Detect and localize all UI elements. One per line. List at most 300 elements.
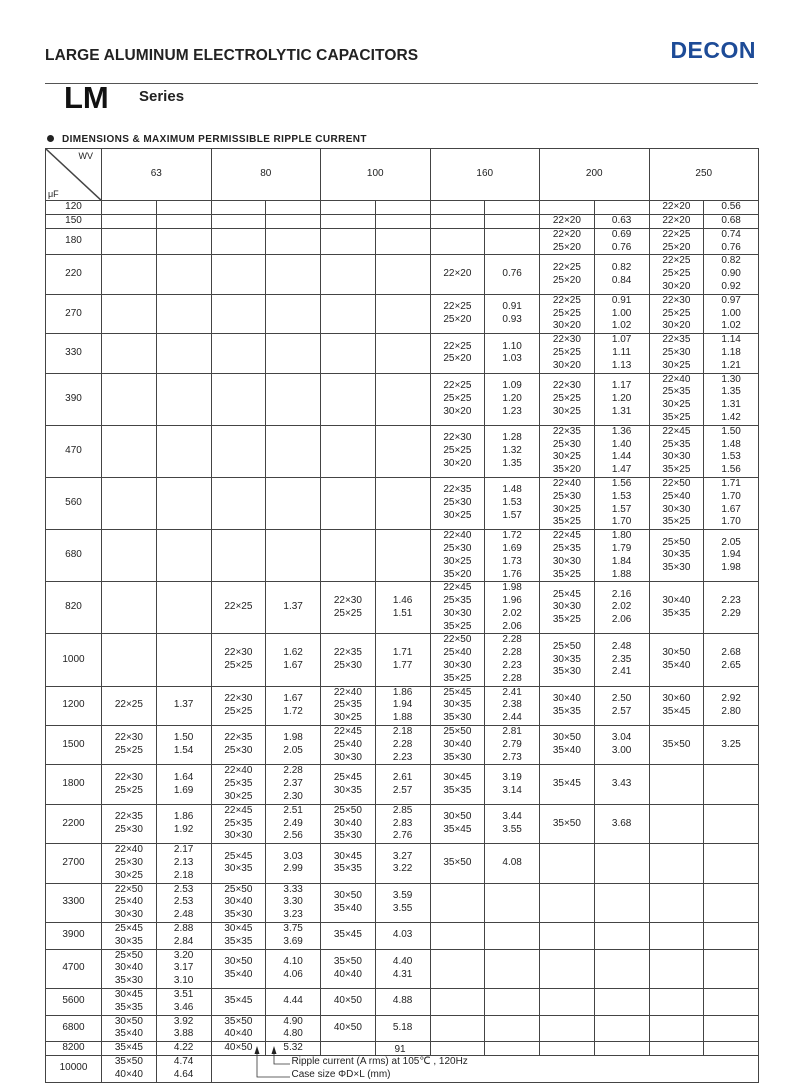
page-number: 91 <box>394 1044 406 1055</box>
ripple-current-cell: 1.67 1.72 <box>266 686 321 725</box>
capacitance-cell: 4700 <box>46 949 102 988</box>
case-size-cell: 35×50 <box>540 804 595 843</box>
case-size-cell <box>102 255 157 294</box>
case-size-cell: 22×45 25×35 30×30 35×25 <box>649 425 704 477</box>
voltage-header: 250 <box>649 149 759 201</box>
case-size-cell: 30×45 35×35 <box>321 844 376 883</box>
capacitance-cell: 1200 <box>46 686 102 725</box>
case-size-cell <box>102 477 157 529</box>
case-size-cell: 22×30 25×25 <box>211 634 266 686</box>
case-size-cell: 22×25 25×20 <box>430 294 485 333</box>
table-row <box>46 201 759 215</box>
legend-cell <box>211 1055 759 1082</box>
ripple-current-cell <box>375 294 430 333</box>
ripple-current-cell <box>156 477 211 529</box>
table-header-row <box>46 149 759 201</box>
ripple-current-cell: 1.48 1.53 1.57 <box>485 477 540 529</box>
ripple-current-cell: 0.97 1.00 1.02 <box>704 294 759 333</box>
case-size-cell: 22×30 25×25 <box>102 726 157 765</box>
ripple-current-cell: 4.03 <box>375 923 430 950</box>
table-row <box>46 686 759 725</box>
case-size-cell: 35×50 <box>649 726 704 765</box>
header-divider <box>45 83 758 84</box>
capacitance-cell: 6800 <box>46 1015 102 1042</box>
capacitance-cell: 1800 <box>46 765 102 804</box>
ripple-current-cell: 2.92 2.80 <box>704 686 759 725</box>
table-row <box>46 844 759 883</box>
ripple-current-cell: 1.80 1.79 1.84 1.88 <box>594 530 649 582</box>
case-size-cell: 25×50 30×40 35×30 <box>321 804 376 843</box>
ripple-current-cell <box>266 477 321 529</box>
ripple-current-cell: 2.81 2.79 2.73 <box>485 726 540 765</box>
case-size-cell: 22×45 25×35 30×30 35×25 <box>540 530 595 582</box>
table-row <box>46 334 759 373</box>
ripple-current-cell: 0.69 0.76 <box>594 228 649 255</box>
ripple-current-cell: 1.86 1.92 <box>156 804 211 843</box>
case-size-cell: 35×45 <box>540 765 595 804</box>
table-row <box>46 949 759 988</box>
ripple-current-cell <box>156 214 211 228</box>
ripple-current-cell: 1.07 1.11 1.13 <box>594 334 649 373</box>
case-size-cell <box>649 844 704 883</box>
ripple-current-cell <box>375 334 430 373</box>
case-size-cell <box>321 477 376 529</box>
capacitance-cell: 1000 <box>46 634 102 686</box>
case-size-cell <box>649 949 704 988</box>
ripple-current-cell <box>485 989 540 1016</box>
case-size-cell <box>321 214 376 228</box>
capacitance-cell: 120 <box>46 201 102 215</box>
ripple-current-cell: 2.16 2.02 2.06 <box>594 582 649 634</box>
ripple-current-cell <box>594 201 649 215</box>
table-row <box>46 765 759 804</box>
ripple-current-cell: 1.09 1.20 1.23 <box>485 373 540 425</box>
case-size-cell: 22×20 <box>430 255 485 294</box>
ripple-current-cell: 1.50 1.54 <box>156 726 211 765</box>
capacitance-cell: 220 <box>46 255 102 294</box>
capacitance-cell: 180 <box>46 228 102 255</box>
table-row <box>46 214 759 228</box>
ripple-current-cell: 1.36 1.40 1.44 1.47 <box>594 425 649 477</box>
ripple-current-cell: 4.08 <box>485 844 540 883</box>
case-size-cell <box>102 582 157 634</box>
case-size-cell: 25×50 30×40 35×30 <box>430 726 485 765</box>
case-size-cell: 22×20 25×20 <box>540 228 595 255</box>
ripple-current-cell: 0.63 <box>594 214 649 228</box>
case-size-cell: 22×35 25×30 <box>321 634 376 686</box>
ripple-current-cell: 2.48 2.35 2.41 <box>594 634 649 686</box>
case-size-cell <box>102 214 157 228</box>
ripple-current-cell: 1.37 <box>156 686 211 725</box>
ripple-current-cell: 3.92 3.88 <box>156 1015 211 1042</box>
case-size-cell <box>211 214 266 228</box>
ripple-current-cell: 3.04 3.00 <box>594 726 649 765</box>
case-size-cell: 30×50 35×40 <box>540 726 595 765</box>
ripple-current-cell <box>594 1015 649 1042</box>
ripple-current-cell: 2.05 1.94 1.98 <box>704 530 759 582</box>
ripple-current-cell: 0.56 <box>704 201 759 215</box>
ripple-current-cell: 1.17 1.20 1.31 <box>594 373 649 425</box>
case-size-cell: 30×45 35×35 <box>102 989 157 1016</box>
ripple-current-cell <box>485 214 540 228</box>
ripple-current-cell: 3.19 3.14 <box>485 765 540 804</box>
ripple-current-cell: 1.10 1.03 <box>485 334 540 373</box>
case-size-cell <box>430 949 485 988</box>
case-size-cell <box>102 530 157 582</box>
ripple-current-cell: 3.75 3.69 <box>266 923 321 950</box>
case-size-cell: 22×30 25×25 <box>211 686 266 725</box>
ripple-current-cell: 1.72 1.69 1.73 1.76 <box>485 530 540 582</box>
capacitance-cell: 1500 <box>46 726 102 765</box>
ripple-current-cell <box>704 949 759 988</box>
case-size-cell: 30×40 35×35 <box>649 582 704 634</box>
case-size-cell: 40×50 <box>321 1015 376 1042</box>
case-size-cell <box>649 883 704 922</box>
case-size-cell: 22×40 25×35 30×25 <box>321 686 376 725</box>
case-size-cell: 22×30 25×25 30×20 <box>540 334 595 373</box>
ripple-current-cell: 1.14 1.18 1.21 <box>704 334 759 373</box>
series-code: LM <box>64 80 109 115</box>
case-size-cell <box>430 923 485 950</box>
case-size-cell: 22×40 25×35 30×25 35×25 <box>649 373 704 425</box>
ripple-current-cell <box>156 634 211 686</box>
case-size-cell <box>211 477 266 529</box>
capacitance-cell: 560 <box>46 477 102 529</box>
ripple-current-cell: 2.17 2.13 2.18 <box>156 844 211 883</box>
case-size-cell <box>321 334 376 373</box>
ripple-current-cell <box>156 228 211 255</box>
case-size-cell <box>649 804 704 843</box>
case-size-cell <box>102 425 157 477</box>
case-size-cell <box>102 373 157 425</box>
case-size-cell <box>430 228 485 255</box>
voltage-header: 100 <box>321 149 431 201</box>
capacitance-cell: 330 <box>46 334 102 373</box>
ripple-current-cell: 0.68 <box>704 214 759 228</box>
case-size-cell <box>321 373 376 425</box>
case-size-cell <box>211 201 266 215</box>
case-size-cell: 22×45 25×40 30×30 <box>321 726 376 765</box>
ripple-current-cell <box>266 425 321 477</box>
table-row <box>46 883 759 922</box>
ripple-current-cell: 3.68 <box>594 804 649 843</box>
ripple-current-cell <box>594 923 649 950</box>
ripple-current-cell <box>266 530 321 582</box>
ripple-current-cell: 1.37 <box>266 582 321 634</box>
case-size-cell <box>211 530 266 582</box>
case-size-cell: 22×50 25×40 30×30 <box>102 883 157 922</box>
case-size-cell: 30×60 35×45 <box>649 686 704 725</box>
table-row <box>46 294 759 333</box>
ripple-current-cell: 0.74 0.76 <box>704 228 759 255</box>
ripple-current-cell: 2.23 2.29 <box>704 582 759 634</box>
capacitance-cell: 10000 <box>46 1055 102 1082</box>
case-size-cell: 22×45 25×35 30×30 <box>211 804 266 843</box>
uf-label: μF <box>48 189 59 200</box>
corner-header <box>46 149 102 201</box>
ripple-current-cell: 0.91 0.93 <box>485 294 540 333</box>
case-size-cell: 22×30 25×25 <box>102 765 157 804</box>
capacitance-cell: 470 <box>46 425 102 477</box>
case-size-cell: 22×35 25×30 30×25 35×20 <box>540 425 595 477</box>
case-size-cell <box>649 923 704 950</box>
case-size-cell: 35×50 <box>430 844 485 883</box>
case-size-cell: 22×40 25×30 30×25 35×25 <box>540 477 595 529</box>
case-size-cell <box>211 294 266 333</box>
voltage-header: 160 <box>430 149 540 201</box>
case-size-cell <box>211 255 266 294</box>
capacitance-cell: 3300 <box>46 883 102 922</box>
case-size-cell: 35×45 <box>102 1042 157 1056</box>
ripple-current-cell <box>266 228 321 255</box>
ripple-legend: Ripple current (A rms) at 105℃ , 120Hz <box>291 1055 468 1067</box>
ripple-current-cell: 2.85 2.83 2.76 <box>375 804 430 843</box>
capacitance-cell: 3900 <box>46 923 102 950</box>
ripple-current-cell <box>704 923 759 950</box>
capacitance-cell: 390 <box>46 373 102 425</box>
ripple-current-cell: 3.25 <box>704 726 759 765</box>
case-size-cell: 35×50 40×40 <box>211 1015 266 1042</box>
series-label: Series <box>139 88 185 105</box>
case-size-cell: 30×50 35×45 <box>430 804 485 843</box>
ripple-current-cell: 1.64 1.69 <box>156 765 211 804</box>
table-row <box>46 634 759 686</box>
case-size-cell: 22×25 25×25 30×20 <box>430 373 485 425</box>
case-size-cell: 35×45 <box>211 989 266 1016</box>
ripple-current-cell <box>156 255 211 294</box>
case-size-cell: 25×45 30×35 <box>211 844 266 883</box>
capacitance-cell: 2700 <box>46 844 102 883</box>
ripple-current-cell: 3.20 3.17 3.10 <box>156 949 211 988</box>
case-size-cell: 22×35 25×30 30×25 <box>649 334 704 373</box>
case-size-cell <box>321 201 376 215</box>
brand-logo: DECON <box>670 37 756 63</box>
capacitance-cell: 680 <box>46 530 102 582</box>
voltage-header: 200 <box>540 149 650 201</box>
ripple-current-cell <box>704 1015 759 1042</box>
capacitance-cell: 2200 <box>46 804 102 843</box>
case-size-cell <box>540 844 595 883</box>
case-size-cell: 30×50 35×40 <box>649 634 704 686</box>
case-size-cell <box>649 1015 704 1042</box>
case-size-cell: 25×45 30×35 35×30 <box>430 686 485 725</box>
case-size-cell: 22×35 25×30 30×25 <box>430 477 485 529</box>
ripple-current-cell: 1.86 1.94 1.88 <box>375 686 430 725</box>
case-size-legend: Case size ΦD×L (mm) <box>291 1068 391 1080</box>
capacitance-cell: 150 <box>46 214 102 228</box>
ripple-current-cell: 4.90 4.80 <box>266 1015 321 1042</box>
ripple-current-cell <box>704 883 759 922</box>
case-size-cell: 22×50 25×40 30×30 35×25 <box>649 477 704 529</box>
case-size-cell <box>540 989 595 1016</box>
case-size-cell: 22×25 25×20 <box>540 255 595 294</box>
table-row <box>46 477 759 529</box>
case-size-cell <box>430 214 485 228</box>
case-size-cell: 22×25 25×20 <box>430 334 485 373</box>
capacitance-cell: 5600 <box>46 989 102 1016</box>
ripple-current-cell <box>375 425 430 477</box>
ripple-current-cell: 0.82 0.90 0.92 <box>704 255 759 294</box>
ripple-current-cell: 1.71 1.77 <box>375 634 430 686</box>
ripple-current-cell <box>594 989 649 1016</box>
case-size-cell: 22×20 <box>649 214 704 228</box>
ripple-current-cell: 3.51 3.46 <box>156 989 211 1016</box>
case-size-cell: 35×45 <box>321 923 376 950</box>
ripple-current-cell: 1.28 1.32 1.35 <box>485 425 540 477</box>
case-size-cell <box>102 294 157 333</box>
case-size-cell <box>649 989 704 1016</box>
ripple-current-cell <box>266 201 321 215</box>
table-row <box>46 1055 759 1082</box>
section-heading <box>47 134 367 145</box>
ripple-current-cell: 2.51 2.49 2.56 <box>266 804 321 843</box>
case-size-cell: 22×35 25×30 <box>102 804 157 843</box>
case-size-cell <box>540 949 595 988</box>
case-size-cell: 22×45 25×35 30×30 35×25 <box>430 582 485 634</box>
ripple-current-cell <box>485 1015 540 1042</box>
voltage-header: 80 <box>211 149 321 201</box>
ripple-current-cell <box>594 844 649 883</box>
ripple-current-cell <box>266 373 321 425</box>
case-size-cell <box>430 989 485 1016</box>
case-size-cell: 40×50 <box>321 989 376 1016</box>
ripple-current-cell: 1.71 1.70 1.67 1.70 <box>704 477 759 529</box>
case-size-cell <box>102 228 157 255</box>
case-size-cell: 22×30 25×25 30×20 <box>649 294 704 333</box>
ripple-current-cell <box>485 201 540 215</box>
ripple-current-cell: 4.44 <box>266 989 321 1016</box>
table-row <box>46 1015 759 1042</box>
ripple-current-cell <box>485 923 540 950</box>
ripple-current-cell: 0.82 0.84 <box>594 255 649 294</box>
case-size-cell <box>321 255 376 294</box>
case-size-cell: 25×45 30×35 <box>102 923 157 950</box>
table-row <box>46 582 759 634</box>
ripple-current-cell <box>485 883 540 922</box>
ripple-current-cell <box>156 334 211 373</box>
ripple-current-cell: 2.88 2.84 <box>156 923 211 950</box>
ripple-current-cell <box>704 844 759 883</box>
capacitance-cell: 8200 <box>46 1042 102 1056</box>
ripple-current-cell <box>485 949 540 988</box>
ripple-current-cell <box>375 530 430 582</box>
case-size-cell: 22×30 25×25 30×25 <box>540 373 595 425</box>
case-size-cell <box>102 201 157 215</box>
ripple-current-cell: 0.91 1.00 1.02 <box>594 294 649 333</box>
table-row <box>46 228 759 255</box>
table-row <box>46 804 759 843</box>
ripple-current-cell: 3.59 3.55 <box>375 883 430 922</box>
case-size-cell: 22×25 25×25 30×20 <box>540 294 595 333</box>
case-size-cell <box>211 334 266 373</box>
ripple-current-cell <box>266 294 321 333</box>
case-size-cell <box>649 765 704 804</box>
ripple-current-cell: 4.22 <box>156 1042 211 1056</box>
case-size-cell: 25×45 30×35 <box>321 765 376 804</box>
ripple-current-cell: 2.50 2.57 <box>594 686 649 725</box>
case-size-cell: 25×50 30×40 35×30 <box>102 949 157 988</box>
ripple-current-cell: 2.28 2.37 2.30 <box>266 765 321 804</box>
ripple-current-cell: 4.88 <box>375 989 430 1016</box>
ripple-current-cell <box>704 765 759 804</box>
ripple-current-cell: 3.44 3.55 <box>485 804 540 843</box>
case-size-cell: 22×20 <box>649 201 704 215</box>
case-size-cell: 25×45 30×30 35×25 <box>540 582 595 634</box>
ripple-current-cell <box>156 530 211 582</box>
case-size-cell: 25×50 30×40 35×30 <box>211 883 266 922</box>
table-row <box>46 923 759 950</box>
case-size-cell: 22×40 25×30 30×25 <box>102 844 157 883</box>
case-size-cell: 22×35 25×30 <box>211 726 266 765</box>
case-size-cell: 22×30 25×25 <box>321 582 376 634</box>
ripple-current-cell <box>375 373 430 425</box>
ripple-current-cell: 3.03 2.99 <box>266 844 321 883</box>
ripple-current-cell <box>266 214 321 228</box>
ripple-current-cell <box>485 228 540 255</box>
table-row <box>46 425 759 477</box>
ripple-current-cell: 0.76 <box>485 255 540 294</box>
voltage-header: 63 <box>102 149 212 201</box>
ripple-current-cell <box>704 804 759 843</box>
case-size-cell: 22×30 25×25 30×20 <box>430 425 485 477</box>
case-size-cell: 22×25 <box>102 686 157 725</box>
case-size-cell: 30×45 35×35 <box>430 765 485 804</box>
ripple-current-cell <box>156 201 211 215</box>
ripple-current-cell: 4.40 4.31 <box>375 949 430 988</box>
ripple-current-cell <box>156 582 211 634</box>
ripple-current-cell <box>375 255 430 294</box>
ripple-current-cell <box>266 255 321 294</box>
case-size-cell <box>540 883 595 922</box>
ripple-current-cell <box>594 949 649 988</box>
case-size-cell <box>540 1015 595 1042</box>
table-row <box>46 530 759 582</box>
ripple-current-cell: 4.74 4.64 <box>156 1055 211 1082</box>
case-size-cell <box>211 425 266 477</box>
case-size-cell: 30×40 35×35 <box>540 686 595 725</box>
case-size-cell <box>321 425 376 477</box>
case-size-cell: 22×40 25×30 30×25 35×20 <box>430 530 485 582</box>
case-size-cell <box>211 228 266 255</box>
ripple-current-table <box>45 148 759 1083</box>
ripple-current-cell: 5.32 <box>266 1042 321 1056</box>
case-size-cell: 35×50 40×40 <box>321 949 376 988</box>
case-size-cell <box>102 634 157 686</box>
case-size-cell: 30×50 35×40 <box>102 1015 157 1042</box>
ripple-current-cell: 3.27 3.22 <box>375 844 430 883</box>
case-size-cell <box>321 228 376 255</box>
table-row <box>46 255 759 294</box>
ripple-current-cell: 2.53 2.53 2.48 <box>156 883 211 922</box>
case-size-cell <box>321 530 376 582</box>
ripple-current-cell <box>156 425 211 477</box>
ripple-current-cell: 2.41 2.38 2.44 <box>485 686 540 725</box>
ripple-current-cell: 2.28 2.28 2.23 2.28 <box>485 634 540 686</box>
case-size-cell: 22×40 25×35 30×25 <box>211 765 266 804</box>
ripple-current-cell <box>156 294 211 333</box>
case-size-cell: 30×45 35×35 <box>211 923 266 950</box>
case-size-cell <box>430 883 485 922</box>
document-title: LARGE ALUMINUM ELECTROLYTIC CAPACITORS <box>45 47 419 64</box>
capacitance-cell: 270 <box>46 294 102 333</box>
case-size-cell: 22×25 25×20 <box>649 228 704 255</box>
case-size-cell: 22×25 25×25 30×20 <box>649 255 704 294</box>
ripple-current-cell: 1.98 1.96 2.02 2.06 <box>485 582 540 634</box>
case-size-cell: 22×50 25×40 30×30 35×25 <box>430 634 485 686</box>
wv-label: WV <box>78 151 93 161</box>
ripple-current-cell: 5.18 <box>375 1015 430 1042</box>
table-row <box>46 726 759 765</box>
